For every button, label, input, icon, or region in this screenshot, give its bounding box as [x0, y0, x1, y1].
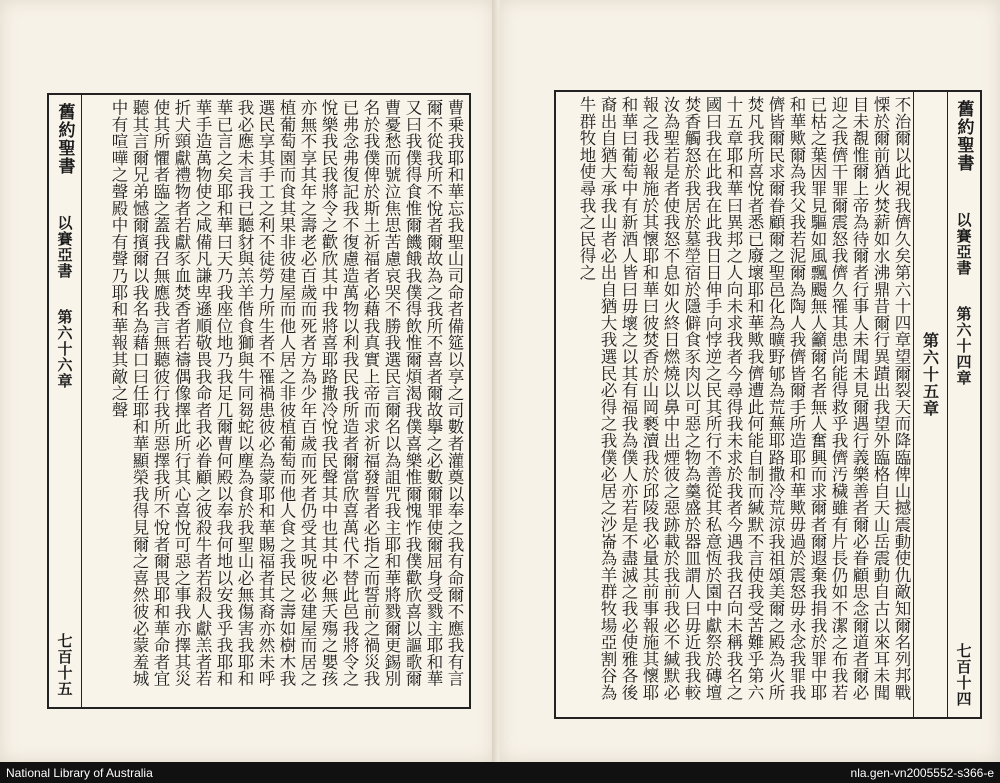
- left-body-content: 曹乗我耶和華忘我聖山司命者備筵以享之司數者灌奠以奉之我有命爾不應我有言爾不從我所不悅者爾故為之我所不喜者爾故擧之必數爾罪使爾屈身受戮主耶和華又曰我僕得食惟爾饑餓我僕得飲惟爾煩渴我僕喜樂惟爾愧怍我僕歡欣喜以謳歌爾曹憂愁而號泣焦思苦慮哀哭不勝我選民言爾名以為詛咒我主耶和華將戮爾更錫別名於我僕俾於斯土祈福者必藉我真實上帝而求祈福發誓者必指之而誓前之禍災我已弗念弗復記我不復慮造萬物以利我民我所造者爾當欣喜萬代不替此邑我將令之悅樂我民我將令之歡欣其中我將喜耶路撒冷悅我民聲其中也其中必無夭殤之嬰孩亦無不享其年之壽老必百歲而死者方為少年百歲而死者仍受其呪彼必建屋而居之植葡萄園而食其果非彼建屋而他人居之非彼植葡萄而他人食之我民之壽如樹木我選民享其手工之利不徒勞力所生者不罹禍患彼必為蒙耶和華賜福者其裔亦然未呼我必應未言我已聽豺與羔羊偕食獅與牛同芻蛇以塵為食於我聖山必無傷害我耶和華已言之矣耶和華曰天乃我座位地乃我足几爾曹何殿以奉我何地以安我乎我耶和華手造萬物使之咸備凡謙卑遜順敬畏我命者我必眷顧之彼殺牛者若殺人獻羔者若折犬頸獻禮物者若獻豕血焚香者若禱偶像擇此所行其心喜悅可惡之事我亦擇其災使其所懼者臨之蓋我召無應我言無聽彼行我所惡擇我所不悅者爾畏耶和華命者宜聽其言爾兄弟憾爾擯爾以我名為藉口曰任耶和華顯榮我得見爾之喜然彼必蒙羞城中有喧嘩之聲殿中有聲乃耶和華報其敵之聲: [109, 99, 464, 687]
- right-body-content: 不治爾以此視我儕久矣第六十四章望爾裂天而降臨俾山撼震動使仇敵知爾名列邦戰慄於爾前猶火焚薪如水沸鼎昔爾行異蹟出我望外臨格自天山岳震動自古以來耳未聞目未覩惟爾上帝為待爾者行事人未聞未見爾遇行義樂善者爾必眷顧思念爾道者爾必迎之我儕干罪爾震怒我儕久罹其患尚能得救乎我儕汚穢雖有片長仍如不潔之布我若已枯之葉因罪見驅如風飄颺無人籲爾名者無人奮興而求爾者爾遐棄我捐我於罪中耶和華歟爾為我父我若泥爾為陶人我儕皆爾手所造耶和華歟毋過於震怒毋永念我罪我儕皆爾民求爾眷顧爾之聖邑化為曠野郇為荒蕪耶路撒冷荒涼我祖頌美爾之殿為火所焚凡我所喜悅者悉已廢壞耶和華歟我儕遭此何能自制而緘默不言使我受苦難乎第六十五章耶和華曰異邦之人向未求我者今尋得我未求於我者今遇我我召向未稱我名之國曰我在此我在此我日日伸手向悖逆之民其所行不善從其私意恆於園中獻祭於磚壇焚香觸怒於我居於墓塋宿於隱僻食豕肉以可惡之物為羹盛於器皿謂人曰毋近我我較汝為聖若是者使我怒不息如火終日燃燒以鼻中出煙彼之惡跡載於我前我必不緘默必報之我必報施於其懷耶和華曰彼焚香於山岡褻瀆我於邱陵我必量其前事報施其懷耶和華曰葡萄中有新酒人皆曰毋壞之以其有福我為僕人亦若是不盡滅之我必使雅各後裔出自猶大承我山者必出自猶大我選民必得之我僕必居之沙崙為羊群牧場亞割谷為牛群牧地使尋我之民得之: [577, 96, 911, 701]
- left-page-number: 七百十五: [55, 633, 74, 697]
- footer-library-name: National Library of Australia: [6, 765, 153, 780]
- right-body-text: [560, 96, 912, 713]
- right-chapter-label: 第六十四章: [954, 306, 973, 386]
- right-header-column: [947, 92, 980, 717]
- left-header-column: [49, 95, 82, 707]
- right-book-name: 以賽亞書: [954, 212, 973, 276]
- left-book-title: 舊約聖書: [54, 103, 75, 175]
- left-page: [0, 0, 494, 762]
- left-text-frame: [47, 93, 471, 709]
- footer-bar: [0, 762, 1000, 783]
- right-text-frame: [554, 90, 982, 719]
- right-chapter-label-2: 第六十五章: [920, 332, 940, 417]
- right-chapter-column: [913, 92, 946, 717]
- right-book-title: 舊約聖書: [953, 100, 974, 172]
- footer-record-id: nla.gen-vn2005552-s366-e: [850, 765, 994, 780]
- left-chapter-label: 第六十六章: [55, 309, 74, 389]
- left-book-name: 以賽亞書: [55, 215, 74, 279]
- right-page-number: 七百十四: [954, 643, 973, 707]
- left-body-text: [85, 99, 465, 703]
- right-page: [500, 0, 1000, 762]
